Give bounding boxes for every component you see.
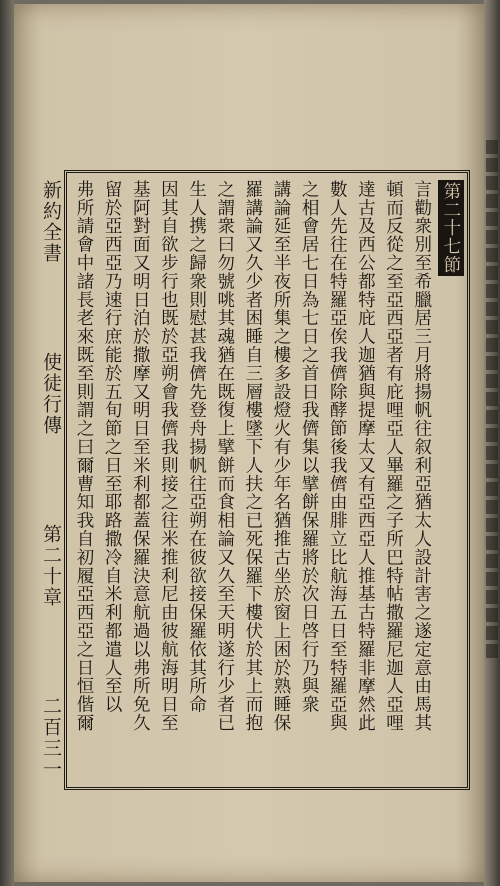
verse-marker: 第二十七節 <box>438 180 464 276</box>
text-column: 基阿對面又明日泊於撒摩又明日至米利都蓋保羅決意航過以弗所免久 <box>130 180 151 732</box>
text-column: 數人先往在特羅亞俟我儕除酵節後我儕由腓立比航海五日至特羅亞與 <box>327 180 348 732</box>
text-column: 達古及西公都特庇人迦猶與提摩太又有亞西亞人推基古特羅非摩然此 <box>355 180 376 732</box>
text-column: 頓而反從之至亞西亞者有庇哩亞人畢羅之子所巴特帖撒羅尼迦人亞哩 <box>383 180 404 732</box>
text-column: 之相會居七日為七日之首日我儕集以擘餅保羅將於次日啓行乃與衆 <box>299 180 320 714</box>
text-column: 講論延至半夜所集之樓多設燈火有少年名猶推古坐於窗上困於熟睡保 <box>270 180 291 732</box>
text-column: 因其自欲步行也既於亞朔會我儕我則接之往米推利尼由彼航海明日至 <box>158 180 179 732</box>
section-title: 使徒行傳 <box>40 352 62 436</box>
text-column: 言勸衆別至希臘居三月將揚帆往叙利亞猶太人設計害之遂定意由馬其 <box>411 180 432 732</box>
text-column: 弗所請會中諸長老來既至則謂之曰爾曹知我自初履亞西亞之日恒偕爾 <box>74 180 94 732</box>
page-number: 二百三一 <box>40 696 62 780</box>
book-title: 新約全書 <box>40 180 62 264</box>
running-header <box>38 180 65 780</box>
text-column: 留於亞西亞乃速行庶能於五旬節之日至耶路撒冷自米利都遣人至以 <box>102 180 123 714</box>
text-columns <box>72 180 464 784</box>
text-column <box>438 180 464 784</box>
chapter-label: 第二十章 <box>40 524 62 608</box>
text-column: 羅講論又久少者困睡自三層樓墜下人扶之已死保羅下樓伏於其上而抱 <box>242 180 263 732</box>
book-gutter <box>0 0 14 886</box>
text-column: 生人携之歸衆則慰甚我儕先登舟揚帆往亞朔在彼欲接保羅依其所命 <box>186 180 207 714</box>
facing-page-text <box>486 140 498 660</box>
text-column: 之謂衆曰勿號咷其魂猶在既復上擘餅而食相論又久至天明遂行少者已 <box>214 180 235 732</box>
